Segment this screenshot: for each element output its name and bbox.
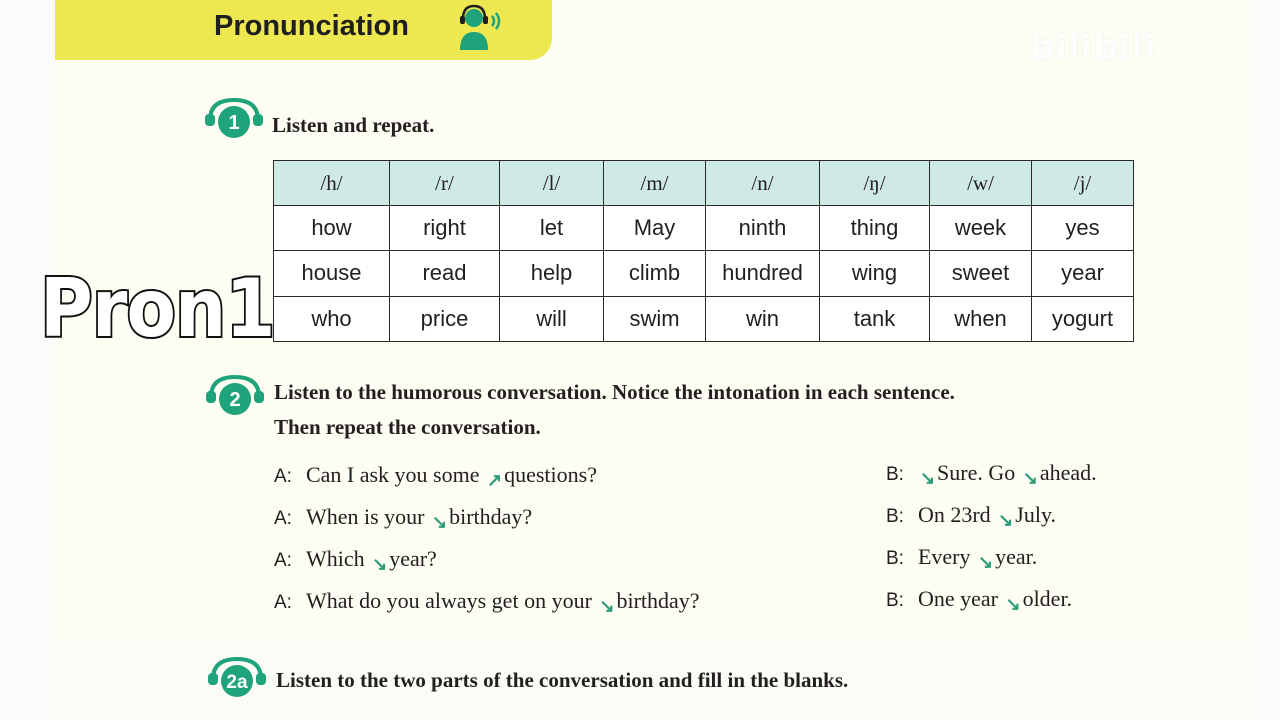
word-cell: climb xyxy=(604,251,706,296)
dialogue-text: older. xyxy=(1022,586,1073,611)
dialogue-text: ahead. xyxy=(1039,460,1097,485)
word-cell: ninth xyxy=(706,206,820,251)
falling-tone-icon: ↘ xyxy=(998,510,1014,530)
video-overlay-label: Pron1 xyxy=(40,262,275,355)
table-row xyxy=(274,296,1134,341)
dialogue-text: July. xyxy=(1015,502,1057,527)
table-row xyxy=(274,251,1134,296)
dialogue-line-b xyxy=(886,586,1072,612)
word-cell: read xyxy=(390,251,500,296)
activity-2a-instruction: Listen to the two parts of the conversation and fill in the blanks. xyxy=(276,668,849,692)
dialogue-line-a xyxy=(274,546,437,572)
speaker-b: B: xyxy=(886,548,904,569)
word-cell: year xyxy=(1032,251,1134,296)
falling-tone-icon: ↘ xyxy=(372,554,388,574)
dialogue-text: One year xyxy=(917,586,998,611)
falling-tone-icon: ↘ xyxy=(977,552,994,572)
word-cell: yogurt xyxy=(1032,296,1134,341)
activity-1-number: 1 xyxy=(228,112,240,134)
phoneme-header: /ŋ/ xyxy=(820,161,930,206)
phoneme-header: /m/ xyxy=(604,161,706,206)
rising-tone-icon: ↗ xyxy=(486,470,503,490)
word-cell: will xyxy=(500,296,604,341)
dialogue-line-b xyxy=(886,544,1037,570)
phoneme-header: /j/ xyxy=(1032,161,1134,206)
banner-title: Pronunciation xyxy=(214,10,409,42)
word-cell: win xyxy=(706,296,820,341)
word-cell: right xyxy=(390,206,500,251)
dialogue-text: Every xyxy=(917,544,971,569)
activity-2-instruction-line2: Then repeat the conversation. xyxy=(274,415,541,439)
dialogue-text: questions? xyxy=(504,462,597,487)
speaker-b: B: xyxy=(886,506,904,527)
word-cell: who xyxy=(274,296,390,341)
falling-tone-icon: ↘ xyxy=(919,468,936,488)
phoneme-header: /l/ xyxy=(500,161,604,206)
word-cell: when xyxy=(930,296,1032,341)
dialogue-line-a xyxy=(274,462,597,488)
dialogue-line-b xyxy=(886,502,1056,528)
word-cell: hundred xyxy=(706,251,820,296)
word-cell: yes xyxy=(1032,206,1134,251)
word-cell: how xyxy=(274,206,390,251)
dialogue-text: When is your xyxy=(305,504,425,529)
phoneme-header: /w/ xyxy=(930,161,1032,206)
dialogue-text: Which xyxy=(305,546,365,571)
word-cell: price xyxy=(390,296,500,341)
table-header-row xyxy=(274,161,1134,206)
dialogue-text: Sure. Go xyxy=(937,460,1016,485)
dialogue-line-b xyxy=(886,460,1097,486)
dialogue-text: What do you always get on your xyxy=(305,588,592,613)
dialogue-text: birthday? xyxy=(449,504,533,529)
activity-2-instruction-line1: Listen to the humorous conversation. Notice the intonation in each sentence. xyxy=(274,380,955,404)
phoneme-table xyxy=(273,160,1134,342)
activity-2a-number: 2a xyxy=(226,672,248,693)
word-cell: tank xyxy=(820,296,930,341)
speaker-a: A: xyxy=(274,508,292,529)
phoneme-header: /n/ xyxy=(706,161,820,206)
speaker-a: A: xyxy=(274,592,292,613)
table-row xyxy=(274,206,1134,251)
word-cell: wing xyxy=(820,251,930,296)
activity-1-instruction: Listen and repeat. xyxy=(272,113,435,137)
dialogue-line-a xyxy=(274,504,532,530)
headset-person-icon xyxy=(448,4,508,52)
word-cell: week xyxy=(930,206,1032,251)
word-cell: swim xyxy=(604,296,706,341)
word-cell: let xyxy=(500,206,604,251)
word-cell: thing xyxy=(820,206,930,251)
dialogue-text: year? xyxy=(389,546,437,571)
dialogue-text: birthday? xyxy=(616,588,700,613)
phoneme-header: /r/ xyxy=(390,161,500,206)
word-cell: sweet xyxy=(930,251,1032,296)
falling-tone-icon: ↘ xyxy=(431,512,448,532)
falling-tone-icon: ↘ xyxy=(599,596,615,616)
bilibili-watermark: bilibili xyxy=(1030,28,1157,68)
activity-2a-badge-icon xyxy=(205,657,269,701)
speaker-a: A: xyxy=(274,550,292,571)
activity-2-badge-icon xyxy=(203,375,267,419)
falling-tone-icon: ↘ xyxy=(1022,468,1038,488)
dialogue-text: Can I ask you some xyxy=(305,462,480,487)
word-cell: May xyxy=(604,206,706,251)
speaker-b: B: xyxy=(886,464,904,485)
speaker-b: B: xyxy=(886,590,904,611)
speaker-a: A: xyxy=(274,466,292,487)
dialogue-text: On 23rd xyxy=(917,502,991,527)
activity-2-number: 2 xyxy=(229,389,241,411)
dialogue-line-a xyxy=(274,588,700,614)
falling-tone-icon: ↘ xyxy=(1005,594,1021,614)
activity-1-badge-icon xyxy=(202,98,266,142)
dialogue-text: year. xyxy=(995,544,1038,569)
word-cell: house xyxy=(274,251,390,296)
word-cell: help xyxy=(500,251,604,296)
phoneme-header: /h/ xyxy=(274,161,390,206)
